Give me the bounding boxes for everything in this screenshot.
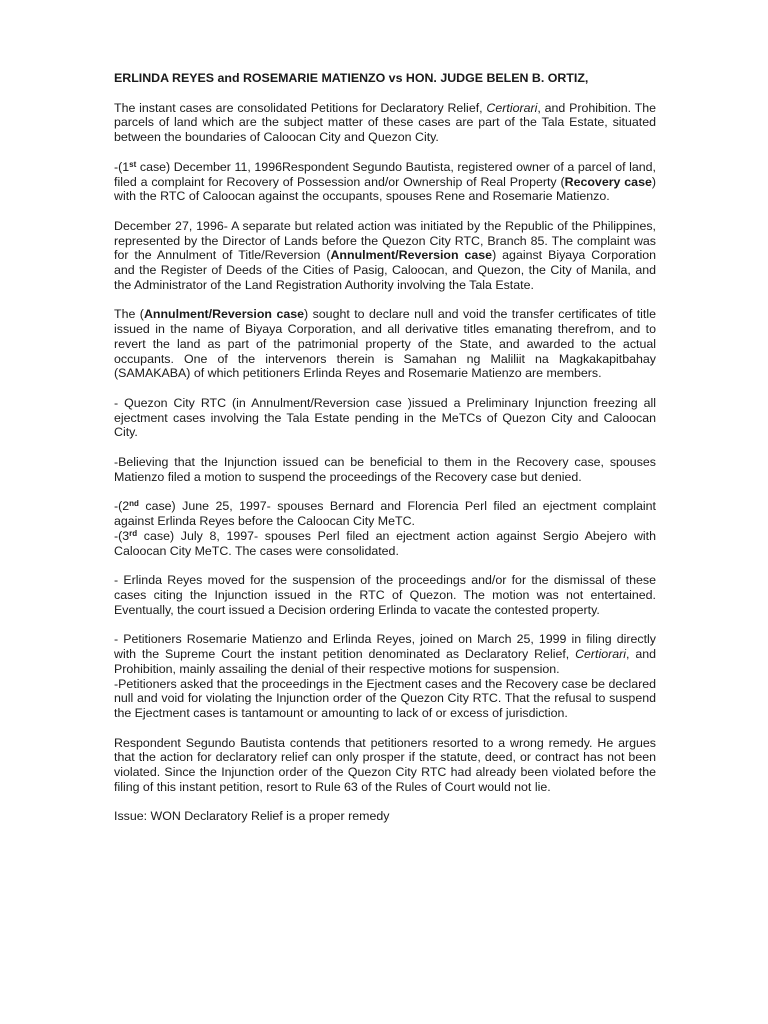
text-run: -(1 xyxy=(114,159,130,174)
paragraph-first-case xyxy=(114,160,656,204)
text-run: The instant cases are consolidated Petitions for Declaratory Relief, xyxy=(114,100,487,115)
paragraph-issue: Issue: WON Declaratory Relief is a proper remedy xyxy=(114,809,390,824)
superscript: st xyxy=(129,159,137,169)
text-run: ) sought to declare null and void the transfer certificates of title issued in the name of Biyaya Corporation, and all derivative titles emanating therefrom, and to revert the land as part of the patrimonial property of the State, and awarded to the actual occupants. One of the intervenors therein is Samahan ng Maliliit na Magkakapitbahay (SAMAKABA) of which petitioners Erlinda Reyes and Rosemarie Matienzo are members. xyxy=(114,307,656,381)
bold-text: Annulment/Reversion case xyxy=(330,248,493,263)
paragraph-reyes-motion: - Erlinda Reyes moved for the suspension of the proceedings and/or for the dismissal of these cases citing the Injunction issued in the RTC of Quezon. The motion was not entertained. Eventually, the court issued a Decision ordering Erlinda to vacate the contested property. xyxy=(114,573,656,617)
text-run: case) June 25, 1997- spouses Bernard and Florencia Perl filed an ejectment complaint against Erlinda Reyes before the Caloocan City MeTC. xyxy=(114,499,656,529)
paragraph-third-case xyxy=(114,529,656,558)
bold-text: Recovery case xyxy=(564,174,652,189)
text-run: -(2 xyxy=(114,499,130,514)
text-run: case) December 11, 1996Respondent Segundo Bautista, registered owner of a parcel of land, filed a complaint for Recovery of Possession and/or Ownership of Real Property ( xyxy=(114,159,656,189)
text-run: , and Prohibition, mainly assailing the denial of their respective motions for suspension. xyxy=(114,647,656,676)
paragraph-petition-filing xyxy=(114,632,656,676)
text-run: - Petitioners Rosemarie Matienzo and Erlinda Reyes, joined on March 25, 1999 in filing directly with the Supreme Court the instant petition denominated as Declaratory Relief, xyxy=(114,632,656,662)
text-run: ) against Biyaya Corporation and the Register of Deeds of the Cities of Pasig, Caloocan, and Quezon, the City of Manila, and the Administrator of the Land Registration Authority involving the Tala Estate. xyxy=(114,248,656,292)
paragraph-petitioners-ask: -Petitioners asked that the proceedings in the Ejectment cases and the Recovery case be declared null and void for violating the Injunction order of the Quezon City RTC. That the refusal to suspend the Ejectment cases is tantamount or amounting to lack of or excess of jurisdiction. xyxy=(114,676,656,720)
text-run: The ( xyxy=(114,307,144,322)
case-title: ERLINDA REYES and ROSEMARIE MATIENZO vs HON. JUDGE BELEN B. ORTIZ, xyxy=(114,71,589,85)
superscript: rd xyxy=(129,528,138,538)
paragraph-second-case xyxy=(114,499,656,528)
paragraph-motion-suspend: -Believing that the Injunction issued can be beneficial to them in the Recovery case, spouses Matienzo filed a motion to suspend the proceedings of the Recovery case but denied. xyxy=(114,455,656,484)
italic-text: Certiorari xyxy=(575,647,627,662)
italic-text: Certiorari xyxy=(486,100,538,115)
text-run: ) with the RTC of Caloocan against the occupants, spouses Rene and Rosemarie Matienzo. xyxy=(114,174,656,204)
superscript: nd xyxy=(129,499,139,509)
paragraph-intro xyxy=(114,101,656,145)
paragraph-annulment-case xyxy=(114,307,656,381)
text-run: -(3 xyxy=(114,528,130,543)
text-run: December 27, 1996- A separate but related action was initiated by the Republic of the Philippines, represented by the Director of Lands before the Quezon City RTC, Branch 85. The complaint was for the Annulment of Title/Reversion ( xyxy=(114,218,656,263)
paragraph-republic-action xyxy=(114,219,656,293)
paragraph-respondent-contention: Respondent Segundo Bautista contends that petitioners resorted to a wrong remedy. He argues that the action for declaratory relief can only prosper if the statute, deed, or contract has not been violated. Since the Injunction order of the Quezon City RTC had already been violated before the filing of this instant petition, resort to Rule 63 of the Rules of Court would not lie. xyxy=(114,735,656,794)
document-body xyxy=(114,71,656,824)
text-run: , and Prohibition. The parcels of land which are the subject matter of these cases are part of the Tala Estate, situated between the boundaries of Caloocan City and Quezon City. xyxy=(114,100,657,145)
paragraph-injunction: - Quezon City RTC (in Annulment/Reversion case )issued a Preliminary Injunction freezing all ejectment cases involving the Tala Estate pending in the MeTCs of Quezon City and Caloocan City. xyxy=(114,395,656,440)
text-run: case) July 8, 1997- spouses Perl filed an ejectment action against Sergio Abejero with Caloocan City MeTC. The cases were consolidated. xyxy=(114,528,656,558)
bold-text: Annulment/Reversion case xyxy=(143,307,305,322)
